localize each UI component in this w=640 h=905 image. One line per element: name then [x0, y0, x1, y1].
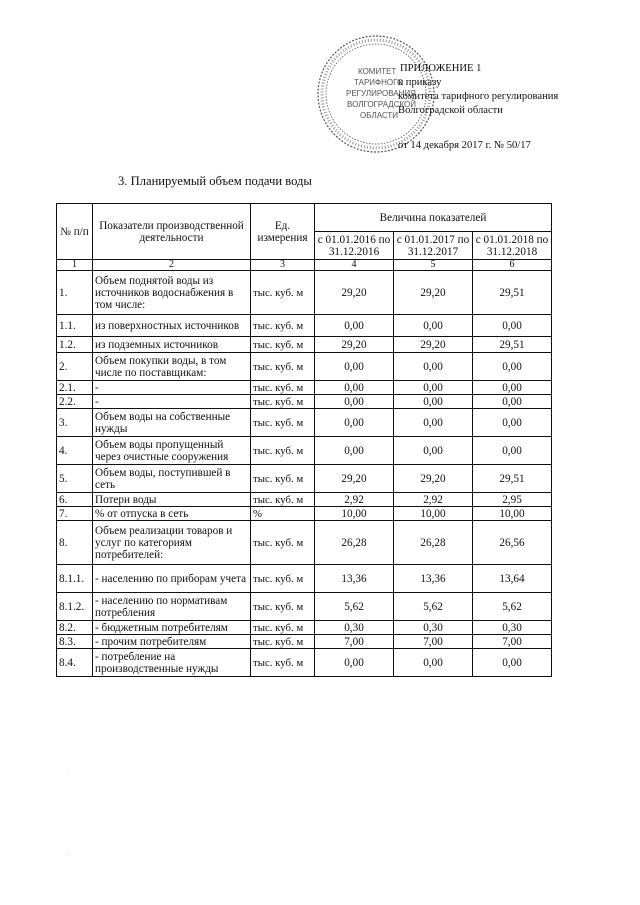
svg-text:ТАРИФНОГО: ТАРИФНОГО — [354, 78, 404, 87]
value-2017: 0,00 — [394, 409, 473, 437]
value-2017: 0,30 — [394, 621, 473, 635]
value-2016: 0,00 — [315, 649, 394, 677]
value-2016: 5,62 — [315, 593, 394, 621]
unit-cell: тыс. куб. м — [251, 565, 315, 593]
unit-cell: тыс. куб. м — [251, 437, 315, 465]
indicator-name: - бюджетным потребителям — [93, 621, 251, 635]
value-2018: 7,00 — [473, 635, 552, 649]
indicator-name: Объем реализации товаров и услуг по категориям потребителей: — [93, 521, 251, 565]
row-number: 5. — [57, 465, 93, 493]
value-2016: 7,00 — [315, 635, 394, 649]
table-row — [57, 621, 552, 635]
table-row — [57, 493, 552, 507]
committee-name: комитета тарифного регулирования — [398, 91, 559, 102]
value-2017: 0,00 — [394, 315, 473, 337]
order-date: от 14 декабря 2017 г. № 50/17 — [398, 140, 531, 151]
table-row — [57, 381, 552, 395]
value-2016: 0,00 — [315, 395, 394, 409]
indicator-name: - населению по нормативам потребления — [93, 593, 251, 621]
water-supply-table — [56, 203, 552, 677]
unit-cell: тыс. куб. м — [251, 649, 315, 677]
value-2016: 29,20 — [315, 465, 394, 493]
value-2016: 0,30 — [315, 621, 394, 635]
value-2017: 26,28 — [394, 521, 473, 565]
value-2018: 0,30 — [473, 621, 552, 635]
column-index: 4 — [315, 260, 394, 271]
order-reference: к приказу — [398, 77, 442, 88]
svg-text:ВОЛГОГРАДСКОЙ: ВОЛГОГРАДСКОЙ — [347, 100, 417, 109]
svg-text:РЕГУЛИРОВАНИЯ: РЕГУЛИРОВАНИЯ — [346, 89, 416, 98]
value-2016: 10,00 — [315, 507, 394, 521]
table-row — [57, 353, 552, 381]
column-index: 2 — [93, 260, 251, 271]
unit-cell: тыс. куб. м — [251, 409, 315, 437]
table-row — [57, 521, 552, 565]
indicator-name: из поверхностных источников — [93, 315, 251, 337]
value-2017: 13,36 — [394, 565, 473, 593]
appendix-title: ПРИЛОЖЕНИЕ 1 — [400, 63, 482, 74]
table-row — [57, 465, 552, 493]
header-period-2016: с 01.01.2016 по 31.12.2016 — [315, 232, 394, 260]
unit-cell: тыс. куб. м — [251, 621, 315, 635]
unit-cell: тыс. куб. м — [251, 395, 315, 409]
header-unit: Ед. измерения — [251, 204, 315, 260]
table-row — [57, 565, 552, 593]
value-2018: 29,51 — [473, 337, 552, 353]
value-2016: 0,00 — [315, 353, 394, 381]
value-2018: 0,00 — [473, 437, 552, 465]
value-2018: 10,00 — [473, 507, 552, 521]
indicator-name: - — [93, 381, 251, 395]
value-2016: 2,92 — [315, 493, 394, 507]
row-number: 2. — [57, 353, 93, 381]
table-row — [57, 507, 552, 521]
value-2016: 29,20 — [315, 337, 394, 353]
row-number: 1.1. — [57, 315, 93, 337]
value-2016: 0,00 — [315, 437, 394, 465]
value-2018: 29,51 — [473, 271, 552, 315]
row-number: 8.1.2. — [57, 593, 93, 621]
indicator-name: Объем воды пропущенный через очистные сооружения — [93, 437, 251, 465]
header-value-group: Величина показателей — [315, 204, 552, 232]
value-2018: 13,64 — [473, 565, 552, 593]
section-title: 3. Планируемый объем подачи воды — [118, 174, 312, 188]
table-row — [57, 337, 552, 353]
indicator-name: - прочим потребителям — [93, 635, 251, 649]
value-2018: 29,51 — [473, 465, 552, 493]
row-number: 1. — [57, 271, 93, 315]
indicator-name: - — [93, 395, 251, 409]
header-period-2018: с 01.01.2018 по 31.12.2018 — [473, 232, 552, 260]
indicator-name: Объем покупки воды, в том числе по поставщикам: — [93, 353, 251, 381]
row-number: 8.2. — [57, 621, 93, 635]
unit-cell: тыс. куб. м — [251, 353, 315, 381]
row-number: 7. — [57, 507, 93, 521]
indicator-name: - потребление на производственные нужды — [93, 649, 251, 677]
table-row — [57, 315, 552, 337]
value-2017: 10,00 — [394, 507, 473, 521]
indicator-name: - населению по приборам учета — [93, 565, 251, 593]
value-2016: 0,00 — [315, 381, 394, 395]
value-2017: 0,00 — [394, 353, 473, 381]
table-row — [57, 409, 552, 437]
unit-cell: тыс. куб. м — [251, 493, 315, 507]
unit-cell: тыс. куб. м — [251, 381, 315, 395]
row-number: 8.4. — [57, 649, 93, 677]
value-2016: 13,36 — [315, 565, 394, 593]
value-2018: 2,95 — [473, 493, 552, 507]
value-2017: 5,62 — [394, 593, 473, 621]
value-2016: 26,28 — [315, 521, 394, 565]
column-index: 1 — [57, 260, 93, 271]
value-2017: 0,00 — [394, 649, 473, 677]
table-row — [57, 271, 552, 315]
unit-cell: тыс. куб. м — [251, 271, 315, 315]
value-2018: 26,56 — [473, 521, 552, 565]
value-2016: 29,20 — [315, 271, 394, 315]
unit-cell: % — [251, 507, 315, 521]
column-index: 5 — [394, 260, 473, 271]
scan-artifact: · — [67, 767, 70, 776]
appendix-header — [398, 62, 558, 153]
indicator-name: из подземных источников — [93, 337, 251, 353]
value-2017: 29,20 — [394, 271, 473, 315]
svg-text:КОМИТЕТ: КОМИТЕТ — [358, 67, 397, 76]
unit-cell: тыс. куб. м — [251, 315, 315, 337]
column-index: 6 — [473, 260, 552, 271]
unit-cell: тыс. куб. м — [251, 593, 315, 621]
row-number: 2.1. — [57, 381, 93, 395]
value-2018: 0,00 — [473, 381, 552, 395]
region-name: Волгоградской области — [398, 105, 503, 116]
column-index: 3 — [251, 260, 315, 271]
value-2018: 0,00 — [473, 649, 552, 677]
value-2017: 7,00 — [394, 635, 473, 649]
indicator-name: Объем поднятой воды из источников водоснабжения в том числе: — [93, 271, 251, 315]
table-row — [57, 395, 552, 409]
table-row — [57, 649, 552, 677]
unit-cell: тыс. куб. м — [251, 465, 315, 493]
value-2018: 0,00 — [473, 353, 552, 381]
value-2017: 0,00 — [394, 437, 473, 465]
value-2016: 0,00 — [315, 409, 394, 437]
header-no: № п/п — [57, 204, 93, 260]
table-row — [57, 635, 552, 649]
indicator-name: Объем воды, поступившей в сеть — [93, 465, 251, 493]
row-number: 8. — [57, 521, 93, 565]
scan-artifact: · — [67, 850, 70, 859]
unit-cell: тыс. куб. м — [251, 521, 315, 565]
value-2017: 2,92 — [394, 493, 473, 507]
row-number: 6. — [57, 493, 93, 507]
value-2017: 29,20 — [394, 337, 473, 353]
value-2017: 0,00 — [394, 395, 473, 409]
value-2016: 0,00 — [315, 315, 394, 337]
indicator-name: Объем воды на собственные нужды — [93, 409, 251, 437]
unit-cell: тыс. куб. м — [251, 337, 315, 353]
column-index-row — [57, 260, 552, 271]
svg-text:ОБЛАСТИ: ОБЛАСТИ — [360, 111, 399, 120]
row-number: 4. — [57, 437, 93, 465]
table-row — [57, 437, 552, 465]
row-number: 8.1.1. — [57, 565, 93, 593]
value-2018: 0,00 — [473, 395, 552, 409]
value-2017: 0,00 — [394, 381, 473, 395]
row-number: 3. — [57, 409, 93, 437]
header-period-2017: с 01.01.2017 по 31.12.2017 — [394, 232, 473, 260]
row-number: 8.3. — [57, 635, 93, 649]
indicator-name: Потери воды — [93, 493, 251, 507]
header-indicator: Показатели производственной деятельности — [93, 204, 251, 260]
row-number: 2.2. — [57, 395, 93, 409]
value-2018: 0,00 — [473, 315, 552, 337]
table-row — [57, 593, 552, 621]
unit-cell: тыс. куб. м — [251, 635, 315, 649]
indicator-name: % от отпуска в сеть — [93, 507, 251, 521]
row-number: 1.2. — [57, 337, 93, 353]
value-2017: 29,20 — [394, 465, 473, 493]
value-2018: 0,00 — [473, 409, 552, 437]
value-2018: 5,62 — [473, 593, 552, 621]
